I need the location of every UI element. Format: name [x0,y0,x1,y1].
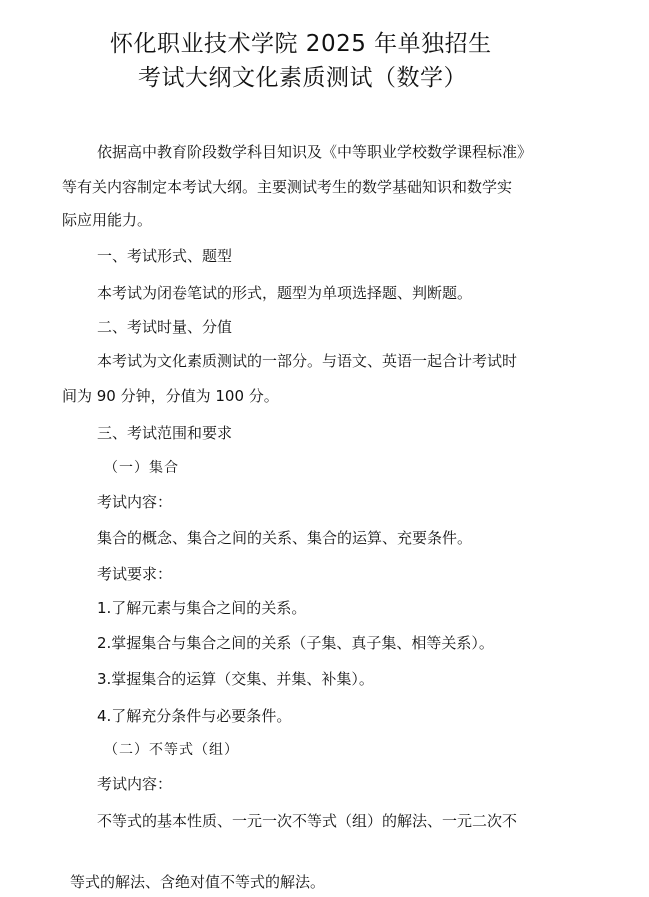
section-1-heading: 一、考试形式、题型 [97,247,233,265]
subsection-1-requirement-3: 3.掌握集合的运算（交集、并集、补集）。 [97,670,374,688]
subsection-1-requirement-1: 1.了解元素与集合之间的关系。 [97,599,307,617]
subsection-2-content-label: 考试内容： [97,775,173,793]
intro-line-1: 依据高中教育阶段数学科目知识及《中等职业学校数学课程标准》 [97,143,533,161]
section-1-text: 本考试为闭卷笔试的形式，题型为单项选择题、判断题。 [97,284,473,302]
section-3-heading: 三、考试范围和要求 [97,424,233,442]
document-title-line-2: 考试大纲文化素质测试（数学） [138,65,467,91]
intro-line-2: 等有关内容制定本考试大纲。主要测试考生的数学基础知识和数学实 [62,178,513,196]
intro-line-3: 际应用能力。 [62,211,153,229]
section-2-heading: 二、考试时量、分值 [97,318,233,336]
subsection-1-content-label: 考试内容： [97,493,173,511]
subsection-2-heading: （二）不等式（组） [104,742,239,758]
section-2-line-2: 间为 90 分钟，分值为 100 分。 [62,387,279,405]
section-2-line-1: 本考试为文化素质测试的一部分。与语文、英语一起合计考试时 [97,352,518,370]
document-title-line-1: 怀化职业技术学院 2025 年单独招生 [110,31,492,57]
subsection-2-content-line-1: 不等式的基本性质、一元一次不等式（组）的解法、一元二次不 [97,812,518,830]
subsection-1-content: 集合的概念、集合之间的关系、集合的运算、充要条件。 [97,529,473,547]
subsection-2-content-line-2: 等式的解法、含绝对值不等式的解法。 [70,873,326,891]
subsection-1-requirement-2: 2.掌握集合与集合之间的关系（子集、真子集、相等关系）。 [97,634,494,652]
subsection-1-requirements-label: 考试要求： [97,565,173,583]
subsection-1-requirement-4: 4.了解充分条件与必要条件。 [97,707,292,725]
subsection-1-heading: （一）集合 [104,460,179,476]
